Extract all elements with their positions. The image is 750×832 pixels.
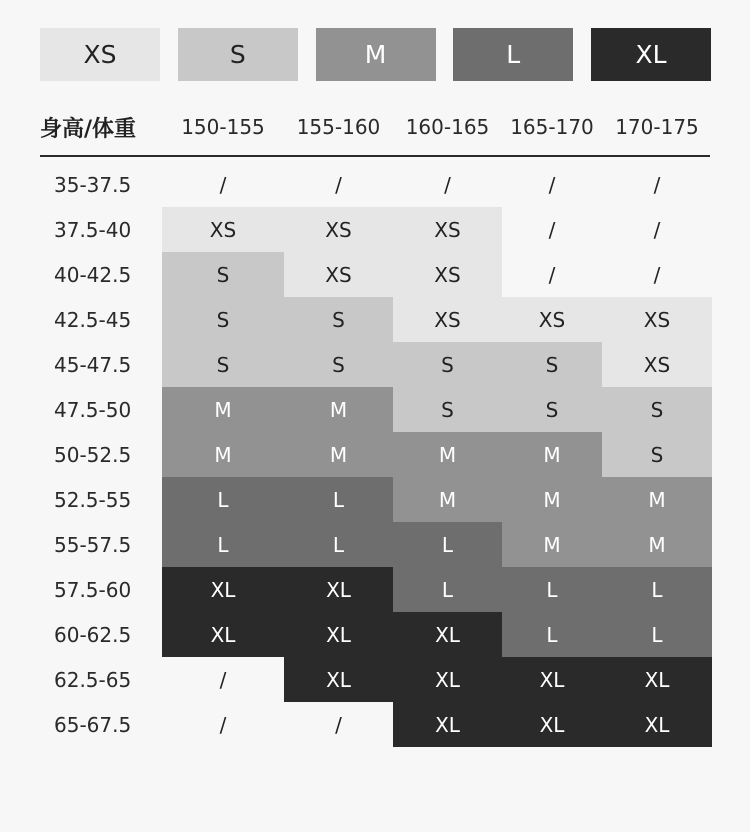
size-cell: XS bbox=[162, 207, 284, 252]
size-cell: XS bbox=[284, 207, 393, 252]
size-cell: L bbox=[162, 477, 284, 522]
row-label: 42.5-45 bbox=[54, 307, 132, 332]
size-cell: XL bbox=[502, 657, 602, 702]
size-cell: S bbox=[162, 297, 284, 342]
size-cell: / bbox=[548, 217, 556, 242]
size-cell: S bbox=[393, 387, 502, 432]
size-cell: XL bbox=[162, 612, 284, 657]
legend-item-s: S bbox=[178, 28, 298, 81]
legend-item-xl: XL bbox=[591, 28, 711, 81]
size-cell: / bbox=[219, 172, 227, 197]
size-cell: M bbox=[502, 477, 602, 522]
size-cell: XL bbox=[602, 657, 712, 702]
size-cell: / bbox=[444, 172, 451, 197]
row-label: 45-47.5 bbox=[54, 352, 132, 377]
column-header: 165-170 bbox=[510, 115, 594, 139]
size-cell: XL bbox=[502, 702, 602, 747]
size-cell: M bbox=[602, 522, 712, 567]
size-cell: S bbox=[602, 387, 712, 432]
size-cell: M bbox=[162, 432, 284, 477]
size-cell: XS bbox=[393, 297, 502, 342]
row-label: 55-57.5 bbox=[54, 532, 132, 557]
size-cell: XL bbox=[393, 702, 502, 747]
size-cell: / bbox=[653, 217, 661, 242]
row-label: 50-52.5 bbox=[54, 442, 132, 467]
size-cell: XS bbox=[393, 252, 502, 297]
size-cell: S bbox=[602, 432, 712, 477]
size-cell: L bbox=[393, 522, 502, 567]
size-cell: / bbox=[653, 262, 661, 287]
size-cell: XL bbox=[602, 702, 712, 747]
size-cell: M bbox=[284, 432, 393, 477]
row-label: 52.5-55 bbox=[54, 487, 132, 512]
row-label: 65-67.5 bbox=[54, 712, 132, 737]
size-cell: L bbox=[162, 522, 284, 567]
size-cell: L bbox=[393, 567, 502, 612]
size-cell: / bbox=[653, 172, 661, 197]
size-cell: XL bbox=[284, 657, 393, 702]
row-label: 35-37.5 bbox=[54, 172, 132, 197]
size-cell: S bbox=[162, 252, 284, 297]
size-cell: L bbox=[502, 612, 602, 657]
size-chart-grid bbox=[40, 162, 712, 747]
size-cell: XS bbox=[602, 342, 712, 387]
size-cell: XL bbox=[284, 567, 393, 612]
size-cell: XL bbox=[284, 612, 393, 657]
corner-label: 身高/体重 bbox=[40, 116, 137, 142]
size-cell: S bbox=[393, 342, 502, 387]
column-header: 155-160 bbox=[296, 115, 381, 139]
size-cell: XS bbox=[602, 297, 712, 342]
size-cell: / bbox=[548, 262, 556, 287]
size-cell: / bbox=[335, 172, 342, 197]
column-header: 170-175 bbox=[615, 115, 699, 139]
legend-item-xs: XS bbox=[40, 28, 160, 81]
row-label: 37.5-40 bbox=[54, 217, 132, 242]
size-cell: S bbox=[162, 342, 284, 387]
size-cell: M bbox=[502, 522, 602, 567]
size-cell: M bbox=[162, 387, 284, 432]
row-label: 47.5-50 bbox=[54, 397, 132, 422]
legend-item-l: L bbox=[453, 28, 573, 81]
size-cell: XS bbox=[502, 297, 602, 342]
size-cell: XL bbox=[393, 612, 502, 657]
size-cell: S bbox=[502, 387, 602, 432]
header-divider bbox=[40, 155, 710, 157]
size-cell: L bbox=[284, 477, 393, 522]
size-legend bbox=[40, 28, 711, 81]
size-cell: M bbox=[393, 432, 502, 477]
row-label: 40-42.5 bbox=[54, 262, 132, 287]
column-header: 160-165 bbox=[405, 115, 490, 139]
table-header bbox=[40, 100, 710, 154]
column-header: 150-155 bbox=[181, 115, 265, 139]
size-cell: XL bbox=[393, 657, 502, 702]
size-cell: L bbox=[602, 567, 712, 612]
size-cell: L bbox=[502, 567, 602, 612]
size-cell: L bbox=[602, 612, 712, 657]
row-label: 62.5-65 bbox=[54, 667, 132, 692]
size-cell: XS bbox=[284, 252, 393, 297]
size-cell: L bbox=[284, 522, 393, 567]
size-cell: / bbox=[335, 712, 342, 737]
size-cell: M bbox=[502, 432, 602, 477]
row-label: 57.5-60 bbox=[54, 577, 132, 602]
size-cell: XS bbox=[393, 207, 502, 252]
size-cell: / bbox=[548, 172, 556, 197]
legend-item-m: M bbox=[316, 28, 436, 81]
size-cell: / bbox=[219, 667, 227, 692]
size-cell: S bbox=[284, 297, 393, 342]
row-label: 60-62.5 bbox=[54, 622, 132, 647]
size-cell: M bbox=[393, 477, 502, 522]
size-cell: XL bbox=[162, 567, 284, 612]
size-cell: M bbox=[602, 477, 712, 522]
size-cell: / bbox=[219, 712, 227, 737]
size-cell: S bbox=[502, 342, 602, 387]
size-cell: S bbox=[284, 342, 393, 387]
size-cell: M bbox=[284, 387, 393, 432]
